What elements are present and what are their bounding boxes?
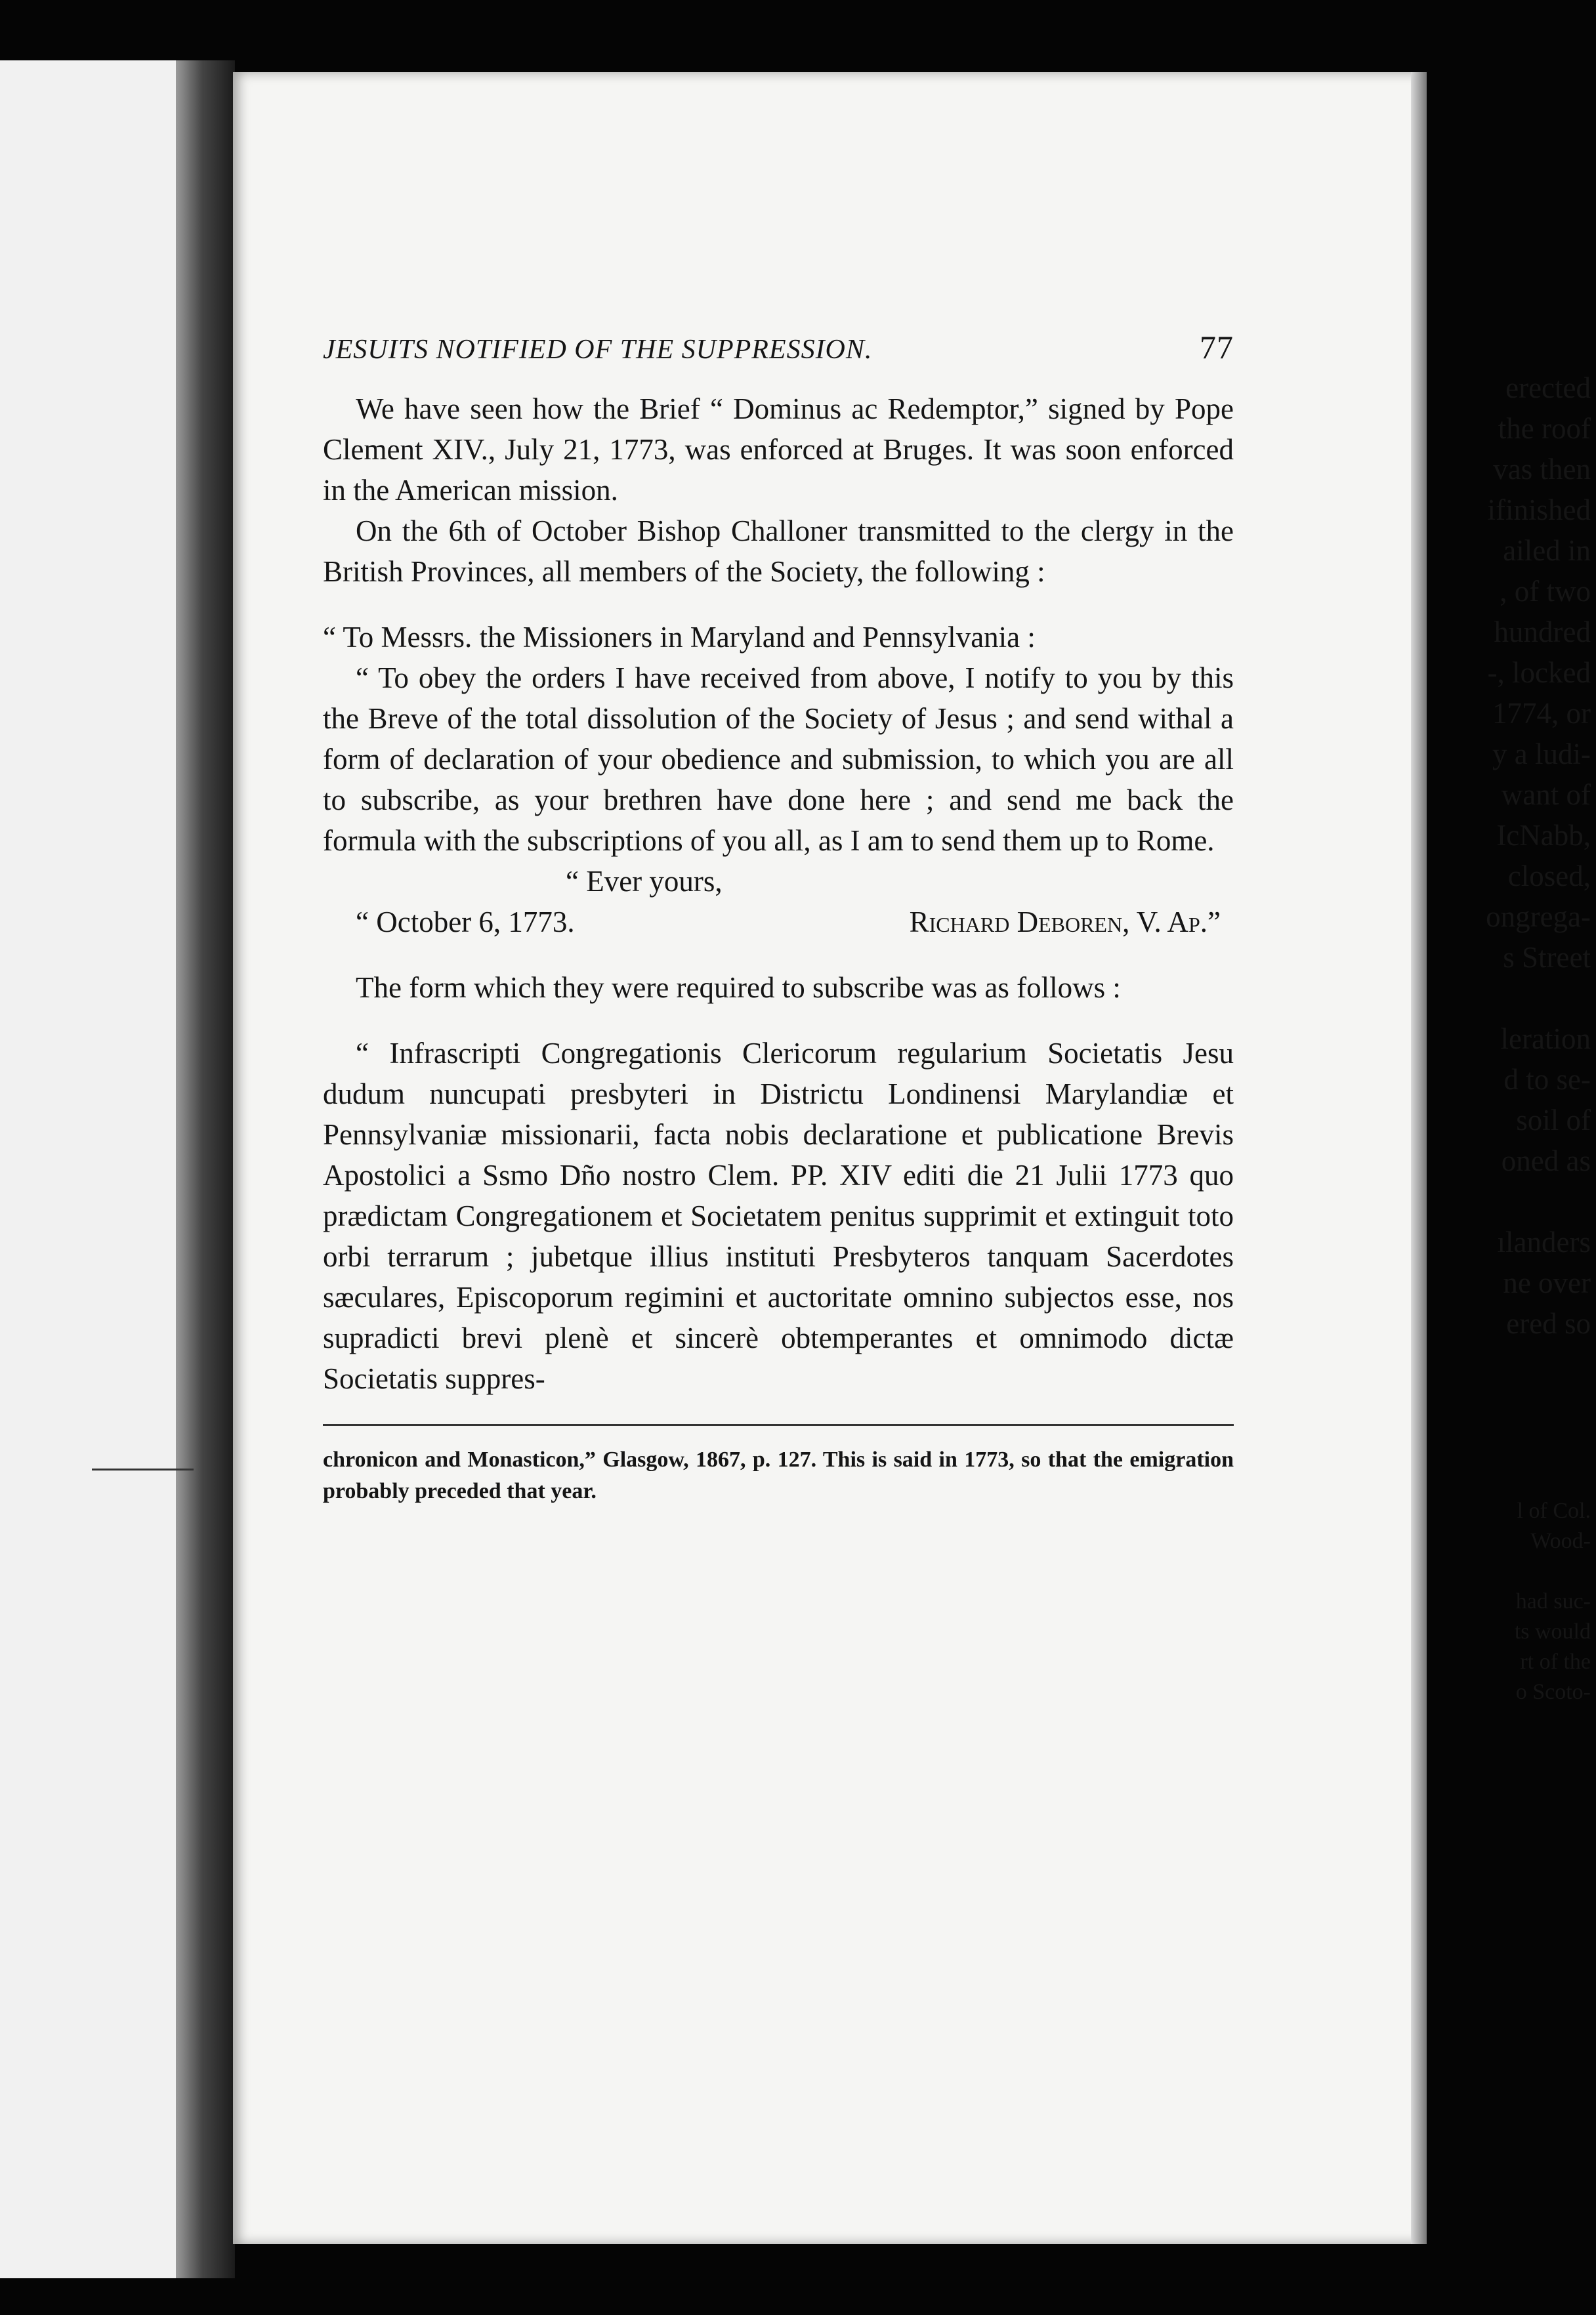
facing-page-line: , of two <box>1500 575 1591 608</box>
footnote-rule <box>323 1424 1234 1426</box>
facing-page-note-line: Wood- <box>1530 1529 1591 1553</box>
facing-page-line: IcNabb, <box>1496 819 1591 852</box>
facing-page-note-line: o Scoto- <box>1515 1680 1591 1704</box>
letter-date: “ October 6, 1773. <box>356 906 575 938</box>
book-page <box>233 72 1424 2244</box>
letter-signature-line <box>356 902 1234 942</box>
letter-address: “ To Messrs. the Missioners in Maryland and Pennsylvania : <box>323 621 1036 654</box>
page-edge <box>1411 72 1427 2244</box>
facing-page-line: ailed in <box>1503 534 1591 567</box>
facing-page-line: vas then <box>1493 453 1591 486</box>
facing-page-line: 1774, or <box>1492 697 1591 730</box>
facing-page-note-line: ts would <box>1514 1619 1591 1644</box>
facing-page-line: closed, <box>1507 860 1591 892</box>
facing-page-line: ongrega- <box>1486 900 1591 933</box>
facing-page-line: hundred <box>1494 615 1591 648</box>
facing-page-line: s Street <box>1503 941 1591 974</box>
paragraph-brief: We have seen how the Brief “ Dominus ac Redemptor,” signed by Pope Clement XIV., July 21, 1773, was enforced at Bruges. It was soon enforced in the American mission. <box>323 392 1234 507</box>
facing-page-line: ifinished <box>1487 493 1591 526</box>
running-head <box>323 328 1234 366</box>
page-number: 77 <box>1200 329 1234 365</box>
facing-page <box>0 60 194 2278</box>
facing-page-line: ne over <box>1503 1266 1591 1299</box>
facing-page-line: the roof <box>1498 412 1591 445</box>
letter-body: “ To obey the orders I have received from above, I notify to you by this the Breve of the total dissolution of the Society of Jesus ; and send withal a form of declaration of your obedience and submission, to which you are all to subscribe, as your brethren have done here ; and send me back the formula with the subscriptions of you all, as I am to send them up to Rome. <box>323 661 1234 857</box>
facing-page-line: want of <box>1501 778 1591 811</box>
letter-signature: Richard Deboren, V. Ap.” <box>909 906 1221 938</box>
facing-page-note-line: had suc- <box>1515 1589 1591 1614</box>
facing-page-line: d to se- <box>1503 1063 1591 1096</box>
paragraph-form-intro: The form which they were required to subscribe was as follows : <box>356 971 1121 1004</box>
facing-page-line: soil of <box>1516 1104 1591 1137</box>
latin-declaration: “ Infrascripti Congregationis Clericorum regularium Societatis Jesu dudum nuncupati presbyteri in Districtu Londinensi Marylandiæ et Pennsylvaniæ missionarii, facta nobis declaratione et publicatione Brevis Apostolici a Ssmo Dño nostro Clem. PP. XIV editi die 21 Julii 1773 quo prædictam Congregationem et Societatem penitus supprimit et extinguit toto orbi terrarum ; jubetque illius instituti Presbyteros tanquam Sacerdotes sæculares, Episcoporum regimini et auctoritate omnino subjectos esse, nos supradicti brevi plenè et sincerè obtemperantes et omnimodo dictæ Societatis suppres- <box>323 1037 1234 1395</box>
facing-page-note-line: rt of the <box>1520 1650 1591 1674</box>
letter-closing: “ Ever yours, <box>566 865 723 898</box>
running-head-title: JESUITS NOTIFIED OF THE SUPPRESSION. <box>323 335 873 365</box>
facing-page-line: ered so <box>1506 1307 1591 1340</box>
page-text-block <box>323 328 1234 1507</box>
facing-page-line: leration <box>1500 1022 1591 1055</box>
facing-page-footnote-rule <box>92 1469 194 1470</box>
paragraph-challoner: On the 6th of October Bishop Challoner transmitted to the clergy in the British Provinces, all members of the Society, the following : <box>323 514 1234 588</box>
book-gutter <box>176 60 235 2278</box>
facing-page-line: y a ludi- <box>1492 738 1591 770</box>
facing-page-line: -, locked <box>1487 656 1591 689</box>
facing-page-line: erected <box>1505 371 1591 404</box>
facing-page-line: oned as <box>1501 1144 1591 1177</box>
facing-page-line: ılanders <box>1497 1226 1591 1259</box>
footnote: chronicon and Monasticon,” Glasgow, 1867, p. 127. This is said in 1773, so that the emigration probably preceded that year. <box>323 1448 1234 1503</box>
facing-page-note-line: l of Col. <box>1517 1499 1591 1523</box>
